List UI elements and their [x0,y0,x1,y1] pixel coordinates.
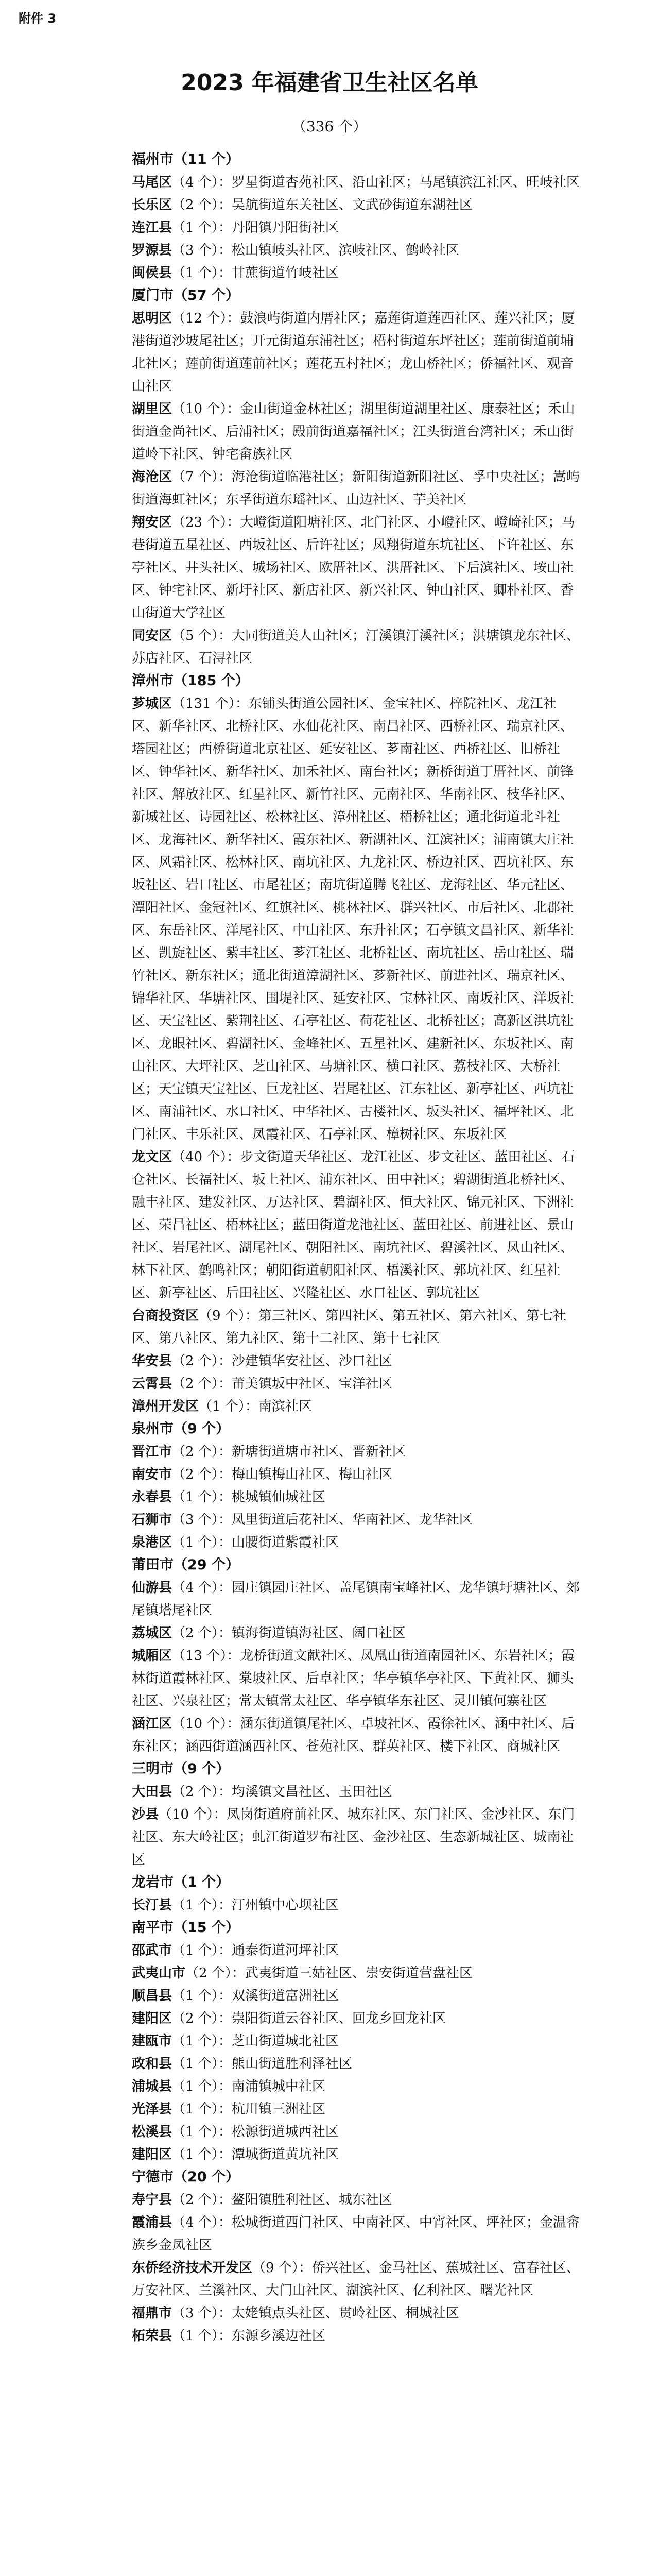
district-communities: （1 个）：杭川镇三洲社区 [172,2102,325,2117]
district-name: 翔安区 [132,515,172,530]
district-entry [124,1304,582,1350]
district-name: 石狮市 [132,1512,172,1528]
district-communities: （1 个）：山腰街道紫霞社区 [172,1535,339,1550]
district-entry [124,1509,582,1531]
district-entry [124,1350,582,1372]
district-entry [124,2257,582,2302]
district-communities: （4 个）：松城街道西门社区、中南社区、中宵社区、坪社区；金温畲族乡金凤社区 [132,2215,580,2253]
district-name: 连江县 [132,220,172,235]
district-name: 建阳区 [132,2147,172,2162]
district-name: 政和县 [132,2056,172,2072]
district-name: 罗源县 [132,243,172,258]
community-list [0,148,659,2347]
district-entry [124,194,582,216]
district-communities: （9 个）：第三社区、第四社区、第五社区、第六社区、第七社区、第八社区、第九社区、第十二社区、第十七社区 [132,1308,566,1346]
district-communities: （13 个）：龙桥街道文献社区、凤凰山街道南园社区、东岩社区；霞林街道霞林社区、棠坡社区、后卓社区；华亭镇华亭社区、下黄社区、狮头社区、兴泉社区；常太镇常太社区、华亭镇华东社区、灵川镇何寨社区 [132,1648,575,1709]
attachment-label: 附件 3 [19,11,57,26]
district-entry [124,2053,582,2075]
district-entry [124,1463,582,1486]
district-communities: （40 个）：步文街道天华社区、龙江社区、步文社区、蓝田社区、石仓社区、长福社区、坂上社区、浦东社区、田中社区；碧湖街道北桥社区、融丰社区、建发社区、万达社区、碧湖社区、恒大社区、锦元社区、下洲社区、荣昌社区、梧林社区；蓝田街道龙池社区、蓝田社区、前进社区、景山社区、岩尾社区、湖尾社区、朝阳社区、南坑社区、碧溪社区、凤山社区、林下社区、鹤鸣社区；朝阳街道朝阳社区、梧溪社区、郭坑社区、红星社区、新亭社区、后田社区、兴隆社区、水口社区、郭坑社区 [132,1149,575,1301]
district-communities: （1 个）：通泰街道河坪社区 [172,1943,339,1958]
district-entry [124,2302,582,2325]
district-name: 沙县 [132,1807,159,1822]
district-communities: （12 个）：鼓浪屿街道内厝社区；嘉莲街道莲西社区、莲兴社区；厦港街道沙坡尾社区；开元街道东浦社区；梧村街道东坪社区；莲前街道前埔北社区；莲前街道莲前社区；莲花五村社区；龙山桥社区；侨福社区、观音山社区 [132,311,575,394]
district-communities: （2 个）：鳌阳镇胜利社区、城东社区 [172,2192,392,2208]
district-name: 漳州开发区 [132,1399,199,1414]
district-communities: （2 个）：崇阳街道云谷社区、回龙乡回龙社区 [172,2011,446,2026]
district-entry [124,262,582,284]
district-name: 思明区 [132,311,172,326]
city-heading: 三明市（9 个） [132,1761,230,1777]
district-entry [124,1962,582,1985]
district-entry [124,1531,582,1554]
district-entry [124,1486,582,1509]
city-heading: 泉州市（9 个） [132,1421,230,1437]
district-entry [124,1939,582,1962]
district-communities: （2 个）：吴航街道东关社区、文武砂街道东湖社区 [172,197,473,213]
district-communities: （2 个）：沙建镇华安社区、沙口社区 [172,1353,392,1369]
district-name: 泉港区 [132,1535,172,1550]
district-name: 云霄县 [132,1376,172,1392]
city-heading: 莆田市（29 个） [132,1557,239,1573]
district-name: 东侨经济技术开发区 [132,2260,253,2276]
district-communities: （2 个）：新塘街道塘市社区、晋新社区 [172,1444,406,1460]
district-name: 仙游县 [132,1580,172,1596]
district-communities: （23 个）：大嶝街道阳塘社区、北门社区、小嶝社区、嶝崎社区；马巷街道五星社区、西坂社区、后许社区；凤翔街道东坑社区、下许社区、东亭社区、井头社区、城场社区、欧厝社区、洪厝社区、下后滨社区、垵山社区、钟宅社区、新圩社区、新店社区、新兴社区、钟山社区、卿朴社区、香山街道大学社区 [132,515,575,621]
district-name: 华安县 [132,1353,172,1369]
district-communities: （1 个）：芝山街道城北社区 [172,2033,339,2049]
district-name: 柘荣县 [132,2328,172,2344]
district-communities: （10 个）：金山街道金林社区；湖里街道湖里社区、康泰社区；禾山街道金尚社区、后浦社区；殿前街道嘉福社区；江头街道台湾社区；禾山街道岭下社区、钟宅畲族社区 [132,401,575,462]
city-heading: 龙岩市（1 个） [132,1874,230,1890]
district-name: 涵江区 [132,1716,172,1732]
district-communities: （10 个）：凤岗街道府前社区、城东社区、东门社区、金沙社区、东门社区、东大岭社区；虬江街道罗布社区、金沙社区、生态新城社区、城南社区 [132,1807,575,1868]
city-heading: 漳州市（185 个） [132,673,249,689]
district-entry [124,1894,582,1917]
district-communities: （131 个）：东铺头街道公园社区、金宝社区、梓院社区、龙江社区、新华社区、北桥社区、水仙花社区、南昌社区、西桥社区、瑞京社区、塔园社区；西桥街道北京社区、延安社区、芗南社区、西桥社区、旧桥社区、钟华社区、新华社区、加禾社区、南台社区；新桥街道丁厝社区、前锋社区、解放社区、红星社区、新竹社区、元南社区、华南社区、枝华社区、新城社区、诗园社区、松林社区、漳州社区、梧桥社区；通北街道北斗社区、龙海社区、新华社区、霞东社区、新湖社区、江滨社区；浦南镇大庄社区、风霜社区、松林社区、南坑社区、九龙社区、桥边社区、西坑社区、东坂社区、岩口社区、市尾社区；南坑街道腾飞社区、龙海社区、华元社区、潭阳社区、金冠社区、红旗社区、桃林社区、群兴社区、市后社区、北郡社区、东岳社区、洋尾社区、中山社区、东升社区；石亭镇文昌社区、新华社区、凯旋社区、紫丰社区、芗江社区、北桥社区、南坑社区、岳山社区、瑞竹社区、新东社区；通北街道漳湖社区、芗新社区、前进社区、瑞京社区、锦华社区、华塘社区、围堤社区、延安社区、宝林社区、南坂社区、洋坂社区、天宝社区、紫荆社区、石亭社区、荷花社区、北桥社区；高新区洪坑社区、龙眼社区、碧湖社区、金峰社区、五星社区、建新社区、东坂社区、南山社区、大坪社区、芝山社区、马塘社区、横口社区、荔枝社区、大桥社区；天宝镇天宝社区、巨龙社区、岩尾社区、江东社区、新亭社区、西坑社区、南浦社区、水口社区、中华社区、古楼社区、坂头社区、福坪社区、北门社区、丰乐社区、凤霞社区、石亭社区、樟树社区、东坂社区 [132,696,574,1142]
district-communities: （1 个）：南浦镇城中社区 [172,2079,325,2094]
district-communities: （1 个）：南滨社区 [199,1399,312,1414]
district-entry [124,239,582,262]
district-communities: （1 个）：松源街道城西社区 [172,2124,339,2140]
district-name: 长汀县 [132,1897,172,1913]
district-communities: （1 个）：东源乡溪边社区 [172,2328,325,2344]
district-name: 浦城县 [132,2079,172,2094]
district-entry [124,1781,582,1803]
district-name: 南安市 [132,1467,172,1482]
district-name: 龙文区 [132,1149,172,1165]
district-entry [124,1713,582,1758]
district-communities: （3 个）：松山镇岐头社区、滨岐社区、鹤岭社区 [172,243,459,258]
district-communities: （2 个）：武夷街道三姑社区、崇安街道营盘社区 [185,1965,473,1981]
district-name: 大田县 [132,1784,172,1800]
district-communities: （2 个）：梅山镇梅山社区、梅山社区 [172,1467,392,1482]
district-name: 永春县 [132,1489,172,1505]
district-entry [124,1146,582,1304]
district-name: 寿宁县 [132,2192,172,2208]
district-communities: （1 个）：熊山街道胜利泽社区 [172,2056,352,2072]
district-entry [124,2007,582,2030]
city-heading: 福州市（11 个） [132,151,239,167]
district-entry [124,216,582,239]
district-name: 台商投资区 [132,1308,199,1324]
district-entry [124,2098,582,2121]
district-entry [124,2211,582,2257]
district-name: 建瓯市 [132,2033,172,2049]
document-title: 2023 年福建省卫生社区名单 [181,70,478,96]
district-entry [124,1985,582,2007]
district-name: 晋江市 [132,1444,172,1460]
district-entry [124,1645,582,1713]
district-name: 霞浦县 [132,2215,172,2230]
district-entry [124,2030,582,2053]
district-entry [124,398,582,466]
district-communities: （3 个）：太姥镇点头社区、贯岭社区、桐城社区 [172,2306,459,2321]
district-entry [124,692,582,1146]
district-name: 武夷山市 [132,1965,186,1981]
city-heading: 宁德市（20 个） [132,2169,239,2185]
district-entry [124,307,582,398]
district-name: 福鼎市 [132,2306,172,2321]
district-communities: （3 个）：凤里街道后花社区、华南社区、龙华社区 [172,1512,473,1528]
district-entry [124,2075,582,2098]
district-entry [124,1577,582,1622]
district-name: 闽侯县 [132,265,172,281]
district-communities: （1 个）：甘蔗街道竹岐社区 [172,265,339,281]
district-communities: （4 个）：园庄镇园庄社区、盖尾镇南宝峰社区、龙华镇圩塘社区、郊尾镇塔尾社区 [132,1580,580,1618]
district-name: 城厢区 [132,1648,172,1664]
district-communities: （1 个）：双溪街道富洲社区 [172,1988,339,2004]
district-entry [124,1440,582,1463]
district-name: 松溪县 [132,2124,172,2140]
city-heading: 厦门市（57 个） [132,287,239,303]
district-entry [124,1622,582,1645]
district-communities: （1 个）：桃城镇仙城社区 [172,1489,325,1505]
district-entry [124,2189,582,2211]
district-communities: （2 个）：莆美镇坂中社区、宝洋社区 [172,1376,392,1392]
district-entry [124,2143,582,2166]
district-name: 海沧区 [132,469,172,485]
district-name: 光泽县 [132,2102,172,2117]
district-name: 邵武市 [132,1943,172,1958]
district-name: 长乐区 [132,197,172,213]
district-entry [124,1803,582,1871]
district-entry [124,624,582,670]
district-name: 顺昌县 [132,1988,172,2004]
district-communities: （10 个）：涵东街道镇尾社区、卓坡社区、霞徐社区、涵中社区、后东社区；涵西街道涵西社区、苍苑社区、群英社区、楼下社区、商城社区 [132,1716,575,1754]
city-heading: 南平市（15 个） [132,1920,239,1936]
district-communities: （9 个）：侨兴社区、金马社区、蕉城社区、富春社区、万安社区、兰溪社区、大门山社区、湖滨社区、亿利社区、曙光社区 [132,2260,580,2298]
district-entry [124,511,582,624]
district-entry [124,1372,582,1395]
district-name: 同安区 [132,628,172,643]
district-communities: （1 个）：潭城街道黄坑社区 [172,2147,339,2162]
district-entry [124,2325,582,2347]
district-name: 芗城区 [132,696,172,711]
district-communities: （1 个）：丹阳镇丹阳街社区 [172,220,339,235]
district-communities: （1 个）：汀州镇中心坝社区 [172,1897,339,1913]
district-entry [124,466,582,511]
district-communities: （2 个）：镇海街道镇海社区、阔口社区 [172,1625,406,1641]
district-communities: （2 个）：均溪镇文昌社区、玉田社区 [172,1784,392,1800]
district-entry [124,2121,582,2143]
total-count: （336 个） [291,118,368,135]
district-name: 湖里区 [132,401,172,417]
district-communities: （7 个）：海沧街道临港社区；新阳街道新阳社区、孚中央社区；嵩屿街道海虹社区；东孚街道东瑶社区、山边社区、芋美社区 [132,469,580,507]
district-entry [124,171,582,194]
district-name: 马尾区 [132,175,172,190]
district-communities: （5 个）：大同街道美人山社区；汀溪镇汀溪社区；洪塘镇龙东社区、苏店社区、石浔社区 [132,628,580,666]
district-name: 建阳区 [132,2011,172,2026]
district-name: 荔城区 [132,1625,172,1641]
district-entry [124,1395,582,1418]
district-communities: （4 个）：罗星街道杏苑社区、沿山社区；马尾镇滨江社区、旺岐社区 [172,175,580,190]
